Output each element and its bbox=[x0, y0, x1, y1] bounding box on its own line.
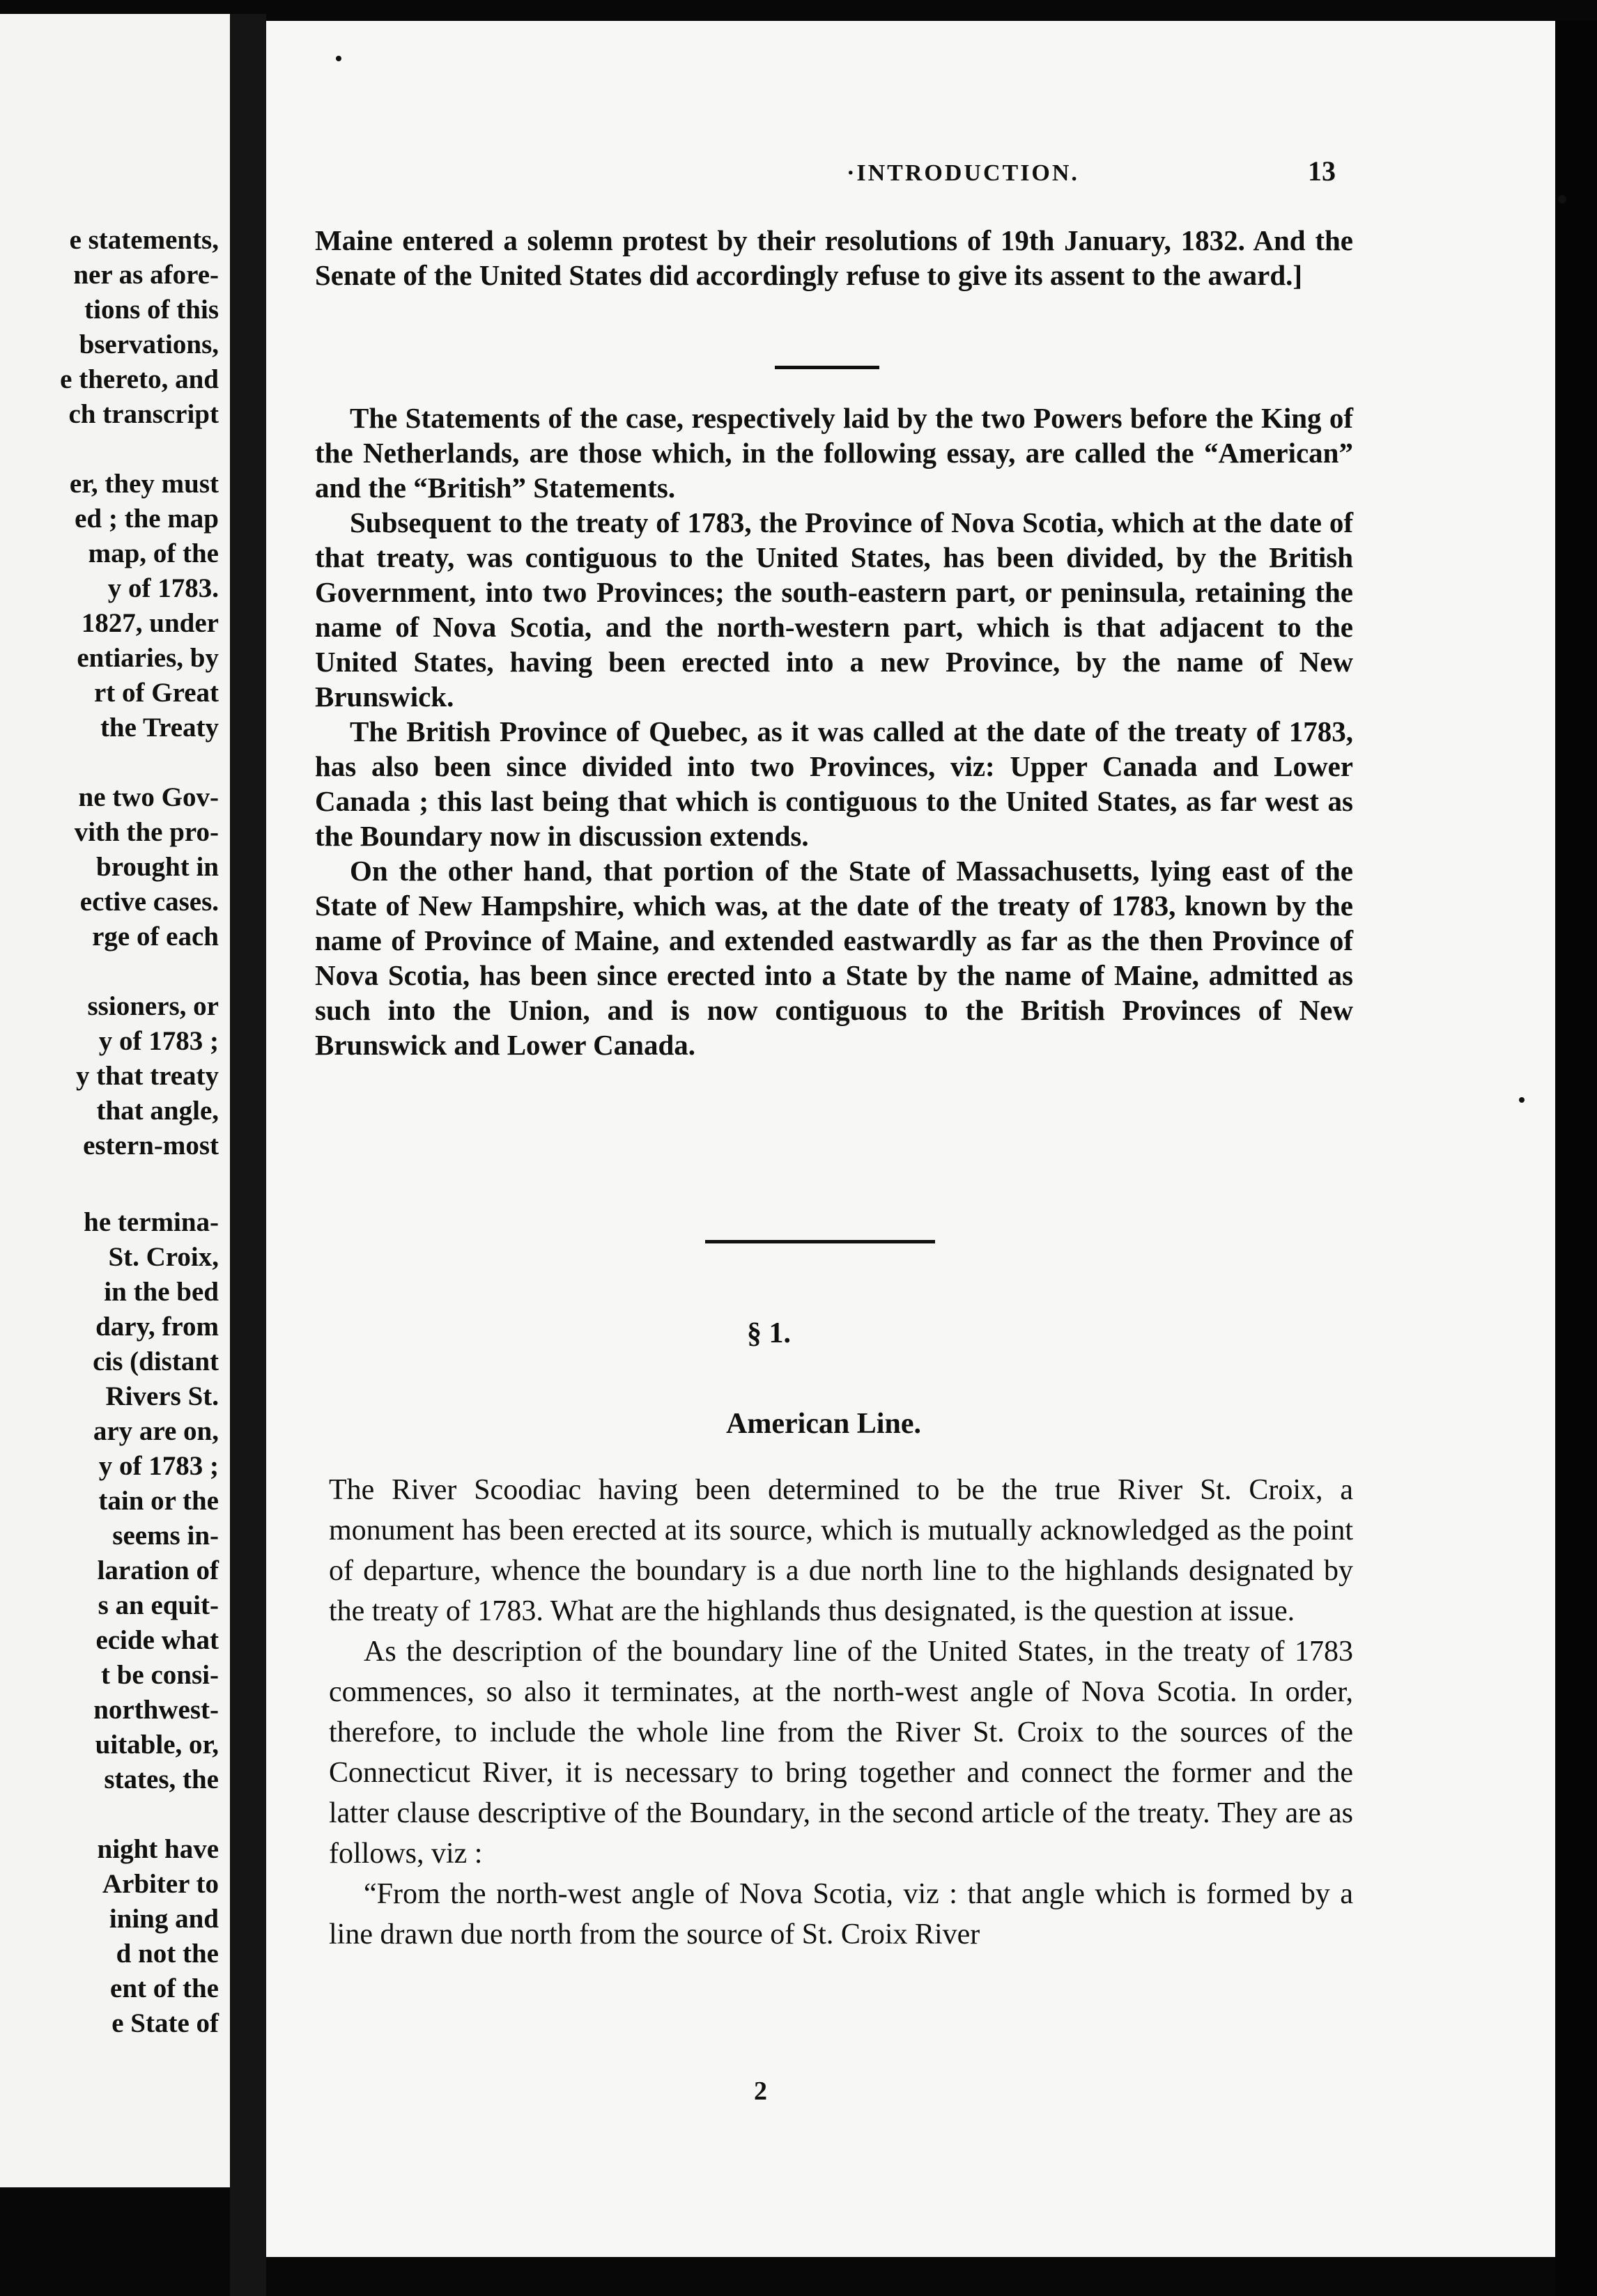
scan-speck bbox=[336, 56, 341, 61]
left-page-line: e thereto, and bbox=[60, 364, 219, 394]
continued-note: Maine entered a solemn protest by their resolutions of 19th January, 1832. And the Senate of the United States did accordingly refuse to give its assent to the award.] bbox=[315, 224, 1353, 291]
left-page-fragment bbox=[0, 14, 230, 2187]
left-page-line: St. Croix, bbox=[108, 1242, 219, 1272]
left-page-line: northwest- bbox=[93, 1695, 219, 1725]
left-page-line: he termina- bbox=[84, 1207, 219, 1237]
left-page-line: vith the pro- bbox=[74, 817, 219, 847]
left-page-line: ner as afore- bbox=[73, 260, 219, 290]
left-page-line: tain or the bbox=[98, 1486, 219, 1516]
left-page-line: Rivers St. bbox=[105, 1381, 219, 1411]
introduction-paragraphs bbox=[315, 401, 1353, 1062]
left-page-line: entiaries, by bbox=[77, 643, 219, 673]
left-page-line: night have bbox=[97, 1834, 219, 1864]
left-page-line: ch transcript bbox=[68, 399, 219, 429]
paragraph-description: As the description of the boundary line of the United States, in the treaty of 1783 commences, so also it terminates, at the north-west angle of Nova Scotia. In order, therefore, to include the whole line from the River St. Croix to the sources of the Connecticut River, it is necessary to bring together and connect the former and the latter clause descriptive of the Boundary, in the second article of the treaty. They are as follows, viz : bbox=[329, 1636, 1353, 1870]
paragraph-maine: On the other hand, that portion of the State of Massachusetts, lying east of the State of New Hampshire, which was, at the date of the treaty of 1783, known by the name of Province of Maine, and extended eastwardly as far as the then Province of Nova Scotia, has been since erected into a State by the name of Maine, admitted as such into the Union, and is now contiguous to the British Provinces of New Brunswick and Lower Canada. bbox=[315, 855, 1353, 1061]
section-paragraphs bbox=[329, 1470, 1353, 1955]
left-page-line: s an equit- bbox=[98, 1590, 219, 1620]
running-head: ·INTRODUCTION. bbox=[847, 160, 1079, 186]
section-mark: § 1. bbox=[747, 1317, 791, 1349]
left-page-line: ed ; the map bbox=[75, 504, 219, 534]
left-page-line: the Treaty bbox=[100, 713, 219, 743]
left-page-line: uitable, or, bbox=[95, 1730, 219, 1760]
left-page-line: brought in bbox=[96, 852, 219, 882]
left-page-line: bservations, bbox=[79, 329, 219, 359]
left-page-line: 1827, under bbox=[81, 608, 219, 638]
paragraph-scoodiac: The River Scoodiac having been determined to be the true River St. Croix, a monument has been erected at its source, which is mutually acknowledged as the point of departure, whence the boundary is a due north line to the highlands designated by the treaty of 1783. What are the highlands thus designated, is the question at issue. bbox=[329, 1474, 1353, 1627]
page-number: 13 bbox=[1308, 155, 1336, 187]
left-page-line: seems in- bbox=[112, 1521, 219, 1551]
right-scan-edge bbox=[1555, 21, 1597, 2296]
left-page-line: y that treaty bbox=[75, 1061, 219, 1091]
left-page-line: y of 1783. bbox=[107, 573, 219, 603]
scan-speck bbox=[1519, 1097, 1525, 1103]
short-divider bbox=[775, 366, 879, 369]
scan-speck bbox=[1558, 195, 1566, 203]
paragraph-nova-scotia: Subsequent to the treaty of 1783, the Province of Nova Scotia, which at the date of that treaty, was contiguous to the United States, has been divided, by the British Government, into two Provinces; the south-eastern part, or peninsula, retaining the name of Nova Scotia, and the north-western part, which is that adjacent to the United States, having been erected into a new Province, by the name of New Brunswick. bbox=[315, 506, 1353, 713]
left-page-line: states, the bbox=[104, 1764, 219, 1794]
left-page-line: laration of bbox=[97, 1556, 219, 1585]
paragraph-quebec: The British Province of Quebec, as it was called at the date of the treaty of 1783, has also been since divided into two Provinces, viz: Upper Canada and Lower Canada ; this last being that which is contiguous to the United States, as far west as the Boundary now in discussion extends. bbox=[315, 715, 1353, 852]
paragraph-treaty-quote: “From the north-west angle of Nova Scotia, viz : that angle which is formed by a line drawn due north from the source of St. Croix River bbox=[329, 1878, 1353, 1950]
left-page-line: Arbiter to bbox=[102, 1869, 219, 1899]
left-page-line: ssioners, or bbox=[87, 991, 219, 1021]
left-page-line: e statements, bbox=[69, 225, 219, 255]
left-page-line: that angle, bbox=[96, 1096, 219, 1126]
left-page-line: ary are on, bbox=[93, 1416, 219, 1446]
left-page-line: rt of Great bbox=[93, 678, 219, 708]
left-page-line: in the bed bbox=[104, 1277, 219, 1307]
left-page-line: er, they must bbox=[69, 469, 219, 499]
left-page-line: t be consi- bbox=[101, 1660, 219, 1690]
left-page-line: dary, from bbox=[95, 1312, 219, 1342]
book-gutter bbox=[230, 14, 266, 2296]
signature-mark: 2 bbox=[754, 2077, 767, 2106]
left-page-line: y of 1783 ; bbox=[98, 1026, 219, 1056]
left-page-line: ne two Gov- bbox=[78, 782, 219, 812]
left-page-line: e State of bbox=[111, 2008, 219, 2038]
left-page-line: d not the bbox=[116, 1939, 219, 1969]
left-page-line: map, of the bbox=[88, 538, 219, 568]
left-page-line: ent of the bbox=[110, 1973, 219, 2003]
section-title: American Line. bbox=[726, 1408, 921, 1440]
paragraph-statements: The Statements of the case, respectively laid by the two Powers before the King of the Netherlands, are those which, in the following essay, are called the “American” and the “British” Statements. bbox=[315, 402, 1353, 504]
left-page-line: ecide what bbox=[95, 1625, 219, 1655]
left-page-line: ining and bbox=[109, 1904, 219, 1934]
left-page-line: y of 1783 ; bbox=[98, 1451, 219, 1481]
long-divider bbox=[705, 1240, 935, 1243]
left-page-line: rge of each bbox=[92, 922, 219, 952]
left-page-line: cis (distant bbox=[93, 1347, 219, 1376]
left-page-line: ective cases. bbox=[79, 887, 219, 917]
right-page bbox=[266, 21, 1555, 2257]
continued-note-block bbox=[315, 223, 1353, 293]
left-page-line: estern-most bbox=[83, 1131, 219, 1161]
left-page-line: tions of this bbox=[84, 295, 219, 325]
